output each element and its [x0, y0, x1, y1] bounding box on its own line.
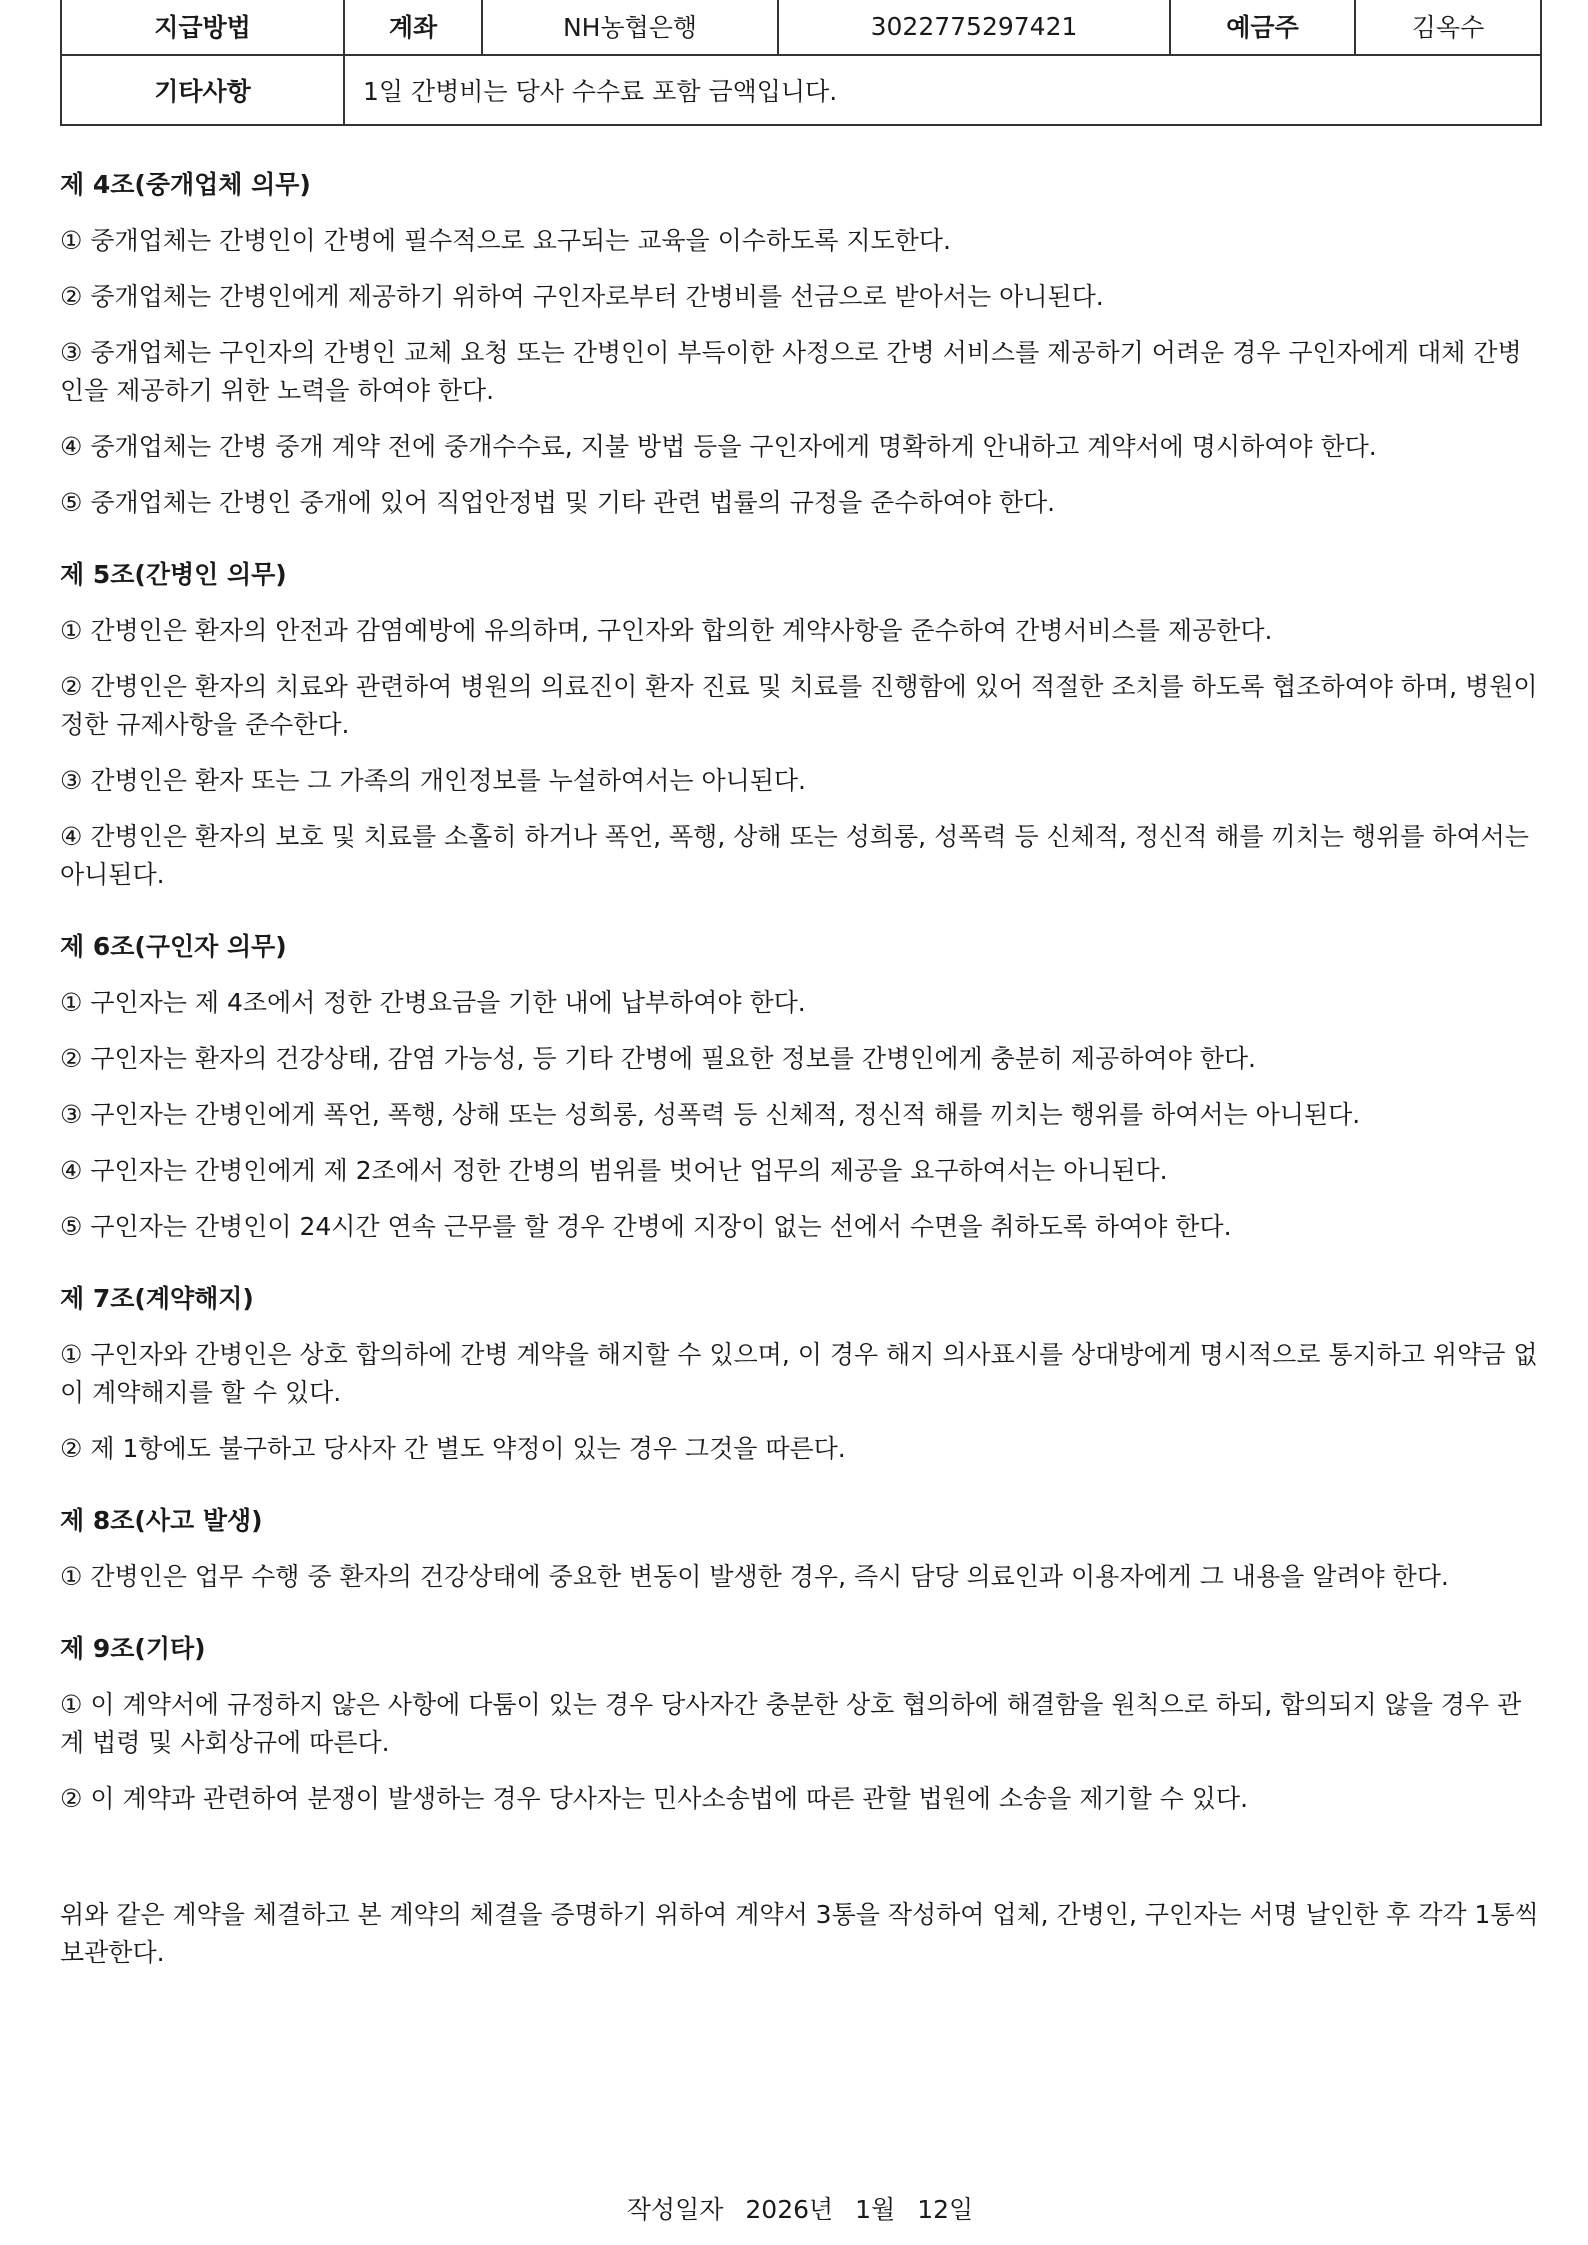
date-label: 작성일자 [626, 2195, 724, 2224]
clause: ① 간병인은 업무 수행 중 환자의 건강상태에 중요한 변동이 발생한 경우, 즉시 담당 의료인과 이용자에게 그 내용을 알려야 한다. [60, 1562, 1449, 1591]
clause: ① 중개업체는 간병인이 간병에 필수적으로 요구되는 교육을 이수하도록 지도한다. [60, 226, 951, 255]
article-title: 제 7조(계약해지) [60, 1284, 254, 1313]
article-title: 제 9조(기타) [60, 1634, 206, 1663]
contract-page [60, 0, 1540, 2224]
clause: ③ 간병인은 환자 또는 그 가족의 개인정보를 누설하여서는 아니된다. [60, 766, 806, 795]
article-title: 제 5조(간병인 의무) [60, 560, 287, 589]
other-notes-value: 1일 간병비는 당사 수수료 포함 금액입니다. [344, 55, 1541, 125]
clause: ③ 중개업체는 구인자의 간병인 교체 요청 또는 간병인이 부득이한 사정으로 간병 서비스를 제공하기 어려운 경우 구인자에게 대체 간병인을 제공하기 위한 노력을 하여야 한다. [60, 338, 1522, 405]
article-4 [60, 170, 1540, 522]
article-5 [60, 560, 1540, 894]
clause: ③ 구인자는 간병인에게 폭언, 폭행, 상해 또는 성희롱, 성폭력 등 신체적, 정신적 해를 끼치는 행위를 하여서는 아니된다. [60, 1100, 1361, 1129]
article-6 [60, 932, 1540, 1246]
account-holder-label: 예금주 [1170, 0, 1355, 55]
clause: ⑤ 구인자는 간병인이 24시간 연속 근무를 할 경우 간병에 지장이 없는 선에서 수면을 취하도록 하여야 한다. [60, 1212, 1232, 1241]
date-year: 2026년 [745, 2195, 834, 2224]
bank-name: NH농협은행 [482, 0, 778, 55]
clause: ④ 간병인은 환자의 보호 및 치료를 소홀히 하거나 폭언, 폭행, 상해 또는 성희롱, 성폭력 등 신체적, 정신적 해를 끼치는 행위를 하여서는 아니된다. [60, 822, 1529, 889]
date-day: 12일 [917, 2195, 974, 2224]
article-title: 제 6조(구인자 의무) [60, 932, 287, 961]
clause: ⑤ 중개업체는 간병인 중개에 있어 직업안정법 및 기타 관련 법률의 규정을 준수하여야 한다. [60, 488, 1056, 517]
other-notes-label: 기타사항 [61, 55, 344, 125]
written-date [60, 2190, 1540, 2226]
article-7 [60, 1284, 1540, 1468]
clause: ① 간병인은 환자의 안전과 감염예방에 유의하며, 구인자와 합의한 계약사항을 준수하여 간병서비스를 제공한다. [60, 616, 1273, 645]
article-title: 제 4조(중개업체 의무) [60, 170, 311, 199]
account-number: 3022775297421 [778, 0, 1170, 55]
other-notes-row [61, 55, 1541, 125]
clause: ④ 구인자는 간병인에게 제 2조에서 정한 간병의 범위를 벗어난 업무의 제공을 요구하여서는 아니된다. [60, 1156, 1168, 1185]
clause: ② 제 1항에도 불구하고 당사자 간 별도 약정이 있는 경우 그것을 따른다. [60, 1434, 846, 1463]
clause: ① 구인자와 간병인은 상호 합의하에 간병 계약을 해지할 수 있으며, 이 경우 해지 의사표시를 상대방에게 명시적으로 통지하고 위약금 없이 계약해지를 할 수 있다. [60, 1340, 1538, 1407]
clause: ② 이 계약과 관련하여 분쟁이 발생하는 경우 당사자는 민사소송법에 따른 관할 법원에 소송을 제기할 수 있다. [60, 1784, 1249, 1813]
payment-method-row [61, 0, 1541, 55]
payment-method-value: 계좌 [344, 0, 482, 55]
clause: ② 중개업체는 간병인에게 제공하기 위하여 구인자로부터 간병비를 선금으로 받아서는 아니된다. [60, 282, 1104, 311]
payment-method-label: 지급방법 [61, 0, 344, 55]
date-month: 1월 [855, 2195, 896, 2224]
clause: ④ 중개업체는 간병 중개 계약 전에 중개수수료, 지불 방법 등을 구인자에게 명확하게 안내하고 계약서에 명시하여야 한다. [60, 432, 1377, 461]
closing-statement: 위와 같은 계약을 체결하고 본 계약의 체결을 증명하기 위하여 계약서 3통을 작성하여 업체, 간병인, 구인자는 서명 날인한 후 각각 1통씩 보관한다. [60, 1900, 1539, 1967]
article-title: 제 8조(사고 발생) [60, 1506, 263, 1535]
article-8 [60, 1506, 1540, 1596]
clause: ① 이 계약서에 규정하지 않은 사항에 다툼이 있는 경우 당사자간 충분한 상호 협의하에 해결함을 원칙으로 하되, 합의되지 않을 경우 관계 법령 및 사회상규에 따른다. [60, 1690, 1522, 1757]
clause: ① 구인자는 제 4조에서 정한 간병요금을 기한 내에 납부하여야 한다. [60, 988, 806, 1017]
payment-info-table [60, 0, 1542, 126]
account-holder-name: 김옥수 [1355, 0, 1541, 55]
clause: ② 구인자는 환자의 건강상태, 감염 가능성, 등 기타 간병에 필요한 정보를 간병인에게 충분히 제공하여야 한다. [60, 1044, 1256, 1073]
article-9 [60, 1634, 1540, 1818]
clause: ② 간병인은 환자의 치료와 관련하여 병원의 의료진이 환자 진료 및 치료를 진행함에 있어 적절한 조치를 하도록 협조하여야 하며, 병원이 정한 규제사항을 준수한다. [60, 672, 1538, 739]
